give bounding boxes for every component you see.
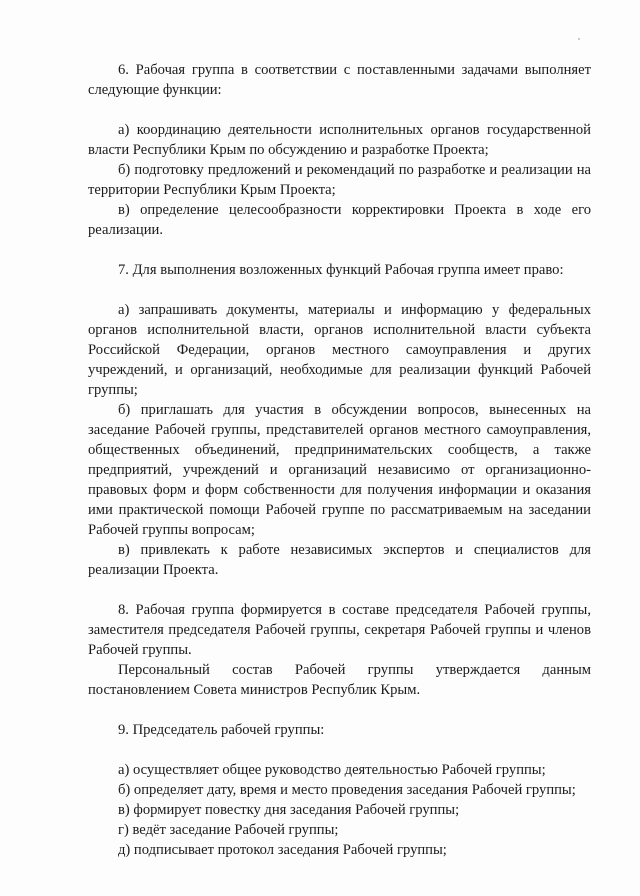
paragraph-9c: в) формирует повестку дня заседания Рабочей группы; [118, 802, 460, 818]
paragraph-9a: а) осуществляет общее руководство деятельностью Рабочей группы; [118, 762, 546, 778]
paragraph-7c: в) привлекать к работе независимых экспертов и специалистов для реализации Проекта. [88, 542, 591, 578]
paragraph-8-composition: Персональный состав Рабочей группы утверждается данным постановлением Совета министров Республик Крым. [88, 662, 591, 698]
spacer [88, 240, 591, 260]
spacer [88, 700, 591, 720]
paragraph-7-intro: 7. Для выполнения возложенных функций Рабочая группа имеет право: [118, 262, 564, 278]
paragraph-9d: г) ведёт заседание Рабочей группы; [118, 822, 339, 838]
paragraph-9b: б) определяет дату, время и место проведения заседания Рабочей группы; [118, 782, 576, 798]
paragraph-7a: а) запрашивать документы, материалы и информацию у федеральных органов исполнительной власти, органов исполнительной власти субъекта Российской Федерации, органов местного самоуправления и других учреждений, и организаций, необходимые для реализации функций Рабочей группы; [88, 302, 591, 398]
paragraph-6a: а) координацию деятельности исполнительных органов государственной власти Республики Крым по обсуждению и разработке Проекта; [88, 122, 591, 158]
spacer [88, 280, 591, 300]
paragraph-7b: б) приглашать для участия в обсуждении вопросов, вынесенных на заседание Рабочей группы, представителей органов местного самоуправления, общественных объединений, предпринимательских сообществ, а также предприятий, учреждений и организаций независимо от организационно-правовых форм и форм собственности для получения информации и оказания ими практической помощи Рабочей группе по рассматриваемым на заседании Рабочей группы вопросам; [88, 402, 591, 538]
spacer [88, 740, 591, 760]
paragraph-9e: д) подписывает протокол заседания Рабочей группы; [118, 842, 447, 858]
paragraph-8-main: 8. Рабочая группа формируется в составе председателя Рабочей группы, заместителя председателя Рабочей группы, секретаря Рабочей группы и членов Рабочей группы. [88, 602, 591, 658]
paragraph-6c: в) определение целесообразности корректировки Проекта в ходе его реализации. [88, 202, 591, 238]
spacer [88, 580, 591, 600]
document-body [88, 60, 591, 860]
spacer [88, 100, 591, 120]
paragraph-6-intro: 6. Рабочая группа в соответствии с поставленными задачами выполняет следующие функции: [88, 62, 591, 98]
paragraph-9-intro: 9. Председатель рабочей группы: [118, 722, 325, 738]
paragraph-6b: б) подготовку предложений и рекомендаций по разработке и реализации на территории Республики Крым Проекта; [88, 162, 591, 198]
scan-speck [578, 38, 580, 40]
